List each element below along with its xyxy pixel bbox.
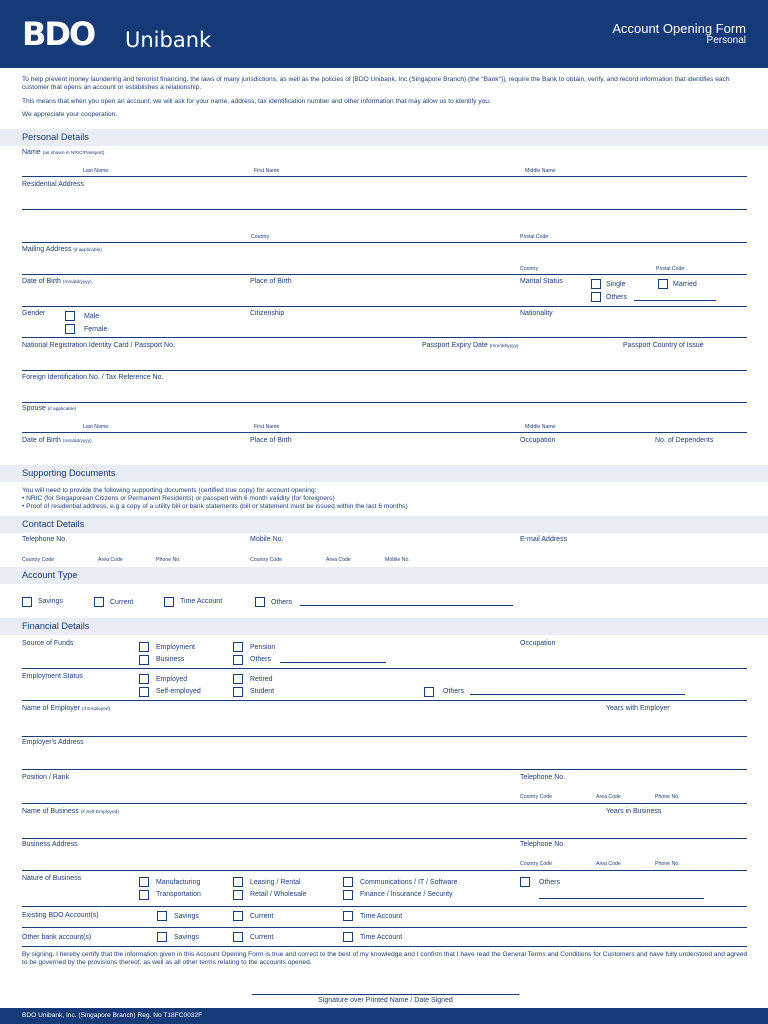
mailing-note: (if applicable) xyxy=(73,248,102,253)
bdo-logo: BDO xyxy=(22,15,95,53)
financial-occupation-label: Occupation xyxy=(520,640,556,647)
mailing-country-label: Country xyxy=(520,266,539,272)
student-label: Student xyxy=(250,688,275,695)
self-employed-label: Self-employed xyxy=(156,688,201,695)
pension-label: Pension xyxy=(250,644,276,651)
employer-name-text: Name of Employer xyxy=(22,705,80,712)
other-bank-line xyxy=(22,946,747,947)
account-others-field[interactable] xyxy=(300,605,513,606)
savings-label: Savings xyxy=(38,598,63,605)
employment-checkbox[interactable] xyxy=(139,642,149,652)
business-label: Business xyxy=(156,656,185,663)
employment-status-line[interactable] xyxy=(22,700,747,701)
foreign-id-line[interactable] xyxy=(22,402,747,403)
pension-checkbox[interactable] xyxy=(233,642,243,652)
tel-country-code-label: Country Code xyxy=(22,557,55,563)
spouse-dob-label xyxy=(22,436,92,446)
residential-address-label: Residential Address xyxy=(22,181,84,188)
residential-country-label: Country xyxy=(251,234,270,240)
status-others-checkbox[interactable] xyxy=(424,687,434,697)
manufacturing-label: Manufacturing xyxy=(156,879,201,886)
section-personal-details xyxy=(0,129,768,146)
existing-time-checkbox[interactable] xyxy=(343,911,353,921)
position-label: Position / Rank xyxy=(22,774,70,781)
name-field-line[interactable] xyxy=(22,176,747,177)
intro-paragraph-3: We appreciate your cooperation. xyxy=(22,111,118,118)
existing-bdo-label: Existing BDO Account(s) xyxy=(22,912,99,919)
unibank-logo-text: Unibank xyxy=(125,28,212,52)
retail-label: Retail / Wholesale xyxy=(250,891,307,898)
business-name-line[interactable] xyxy=(22,838,747,839)
marital-status-label: Marital Status xyxy=(520,278,563,285)
mailing-address-line[interactable] xyxy=(22,274,747,275)
mailing-address-label xyxy=(22,245,102,255)
business-address-label: Business Address xyxy=(22,841,78,848)
dob-line[interactable] xyxy=(22,306,747,307)
spouse-dob-text: Date of Birth xyxy=(22,437,61,444)
last-name-label: Last Name xyxy=(83,168,109,174)
transportation-checkbox[interactable] xyxy=(139,890,149,900)
existing-current-checkbox[interactable] xyxy=(233,911,243,921)
passport-expiry-text: Passport Expiry Date xyxy=(422,342,488,349)
mailing-address-text: Mailing Address xyxy=(22,246,72,253)
female-checkbox[interactable] xyxy=(65,324,75,334)
name-label xyxy=(22,148,105,158)
transportation-label: Transportation xyxy=(156,891,201,898)
years-employer-label: Years with Employer xyxy=(606,705,670,712)
intro-paragraph-1: To help prevent money laundering and terrorist financing, the laws of many jurisdictions, as well as the policies of [BDO Unibank, Inc (Singapore Branch) (the "Bank")], require the Bank to obtain, verify, and record information that identifies each customer that opens an account or establishes a relationship. xyxy=(22,76,730,92)
existing-savings-label: Savings xyxy=(174,913,199,920)
female-label: Female xyxy=(84,326,108,333)
other-time-label: Time Account xyxy=(360,934,403,941)
business-checkbox[interactable] xyxy=(139,655,149,665)
dob-text: Date of Birth xyxy=(22,278,61,285)
funds-others-field[interactable] xyxy=(280,662,386,663)
married-checkbox[interactable] xyxy=(658,279,668,289)
spouse-occupation-label: Occupation xyxy=(520,437,556,444)
marital-others-label: Others xyxy=(606,294,628,301)
business-telephone-label: Telephone No. xyxy=(520,841,566,848)
nature-of-business-label: Nature of Business xyxy=(22,875,82,882)
retired-checkbox[interactable] xyxy=(233,674,243,684)
employed-label: Employed xyxy=(156,676,188,683)
savings-checkbox[interactable] xyxy=(22,597,32,607)
other-current-checkbox[interactable] xyxy=(233,932,243,942)
gender-label: Gender xyxy=(22,310,46,317)
employer-name-line[interactable] xyxy=(22,736,747,737)
employment-status-label: Employment Status xyxy=(22,673,83,680)
tel-area-code-label: Area Code xyxy=(98,557,123,563)
emp-country-code-label: Country Code xyxy=(520,794,553,800)
single-label: Single xyxy=(606,281,626,288)
passport-expiry-note: (mm/dd/yyyy) xyxy=(489,344,519,349)
form-title: Account Opening Form xyxy=(612,21,746,36)
male-label: Male xyxy=(84,313,100,320)
intro-paragraph-2: This means that when you open an account, we will ask for your name, address, tax identification number and other information that may allow us to identify you. xyxy=(22,98,491,105)
nature-others-label: Others xyxy=(539,879,561,886)
residential-address-line[interactable] xyxy=(22,209,747,210)
spouse-first-name-label: First Name xyxy=(254,424,280,430)
section-title: Account Type xyxy=(22,570,78,580)
funds-others-checkbox[interactable] xyxy=(233,655,243,665)
gender-line[interactable] xyxy=(22,337,747,338)
signature-line[interactable] xyxy=(252,994,519,995)
passport-expiry-label xyxy=(422,341,519,351)
spouse-name-line[interactable] xyxy=(22,432,747,433)
section-title: Supporting Documents xyxy=(22,468,116,478)
supporting-bullet-2: • Proof of residential address, e.g a copy of a utility bill or bank statements (bill or statement must be issued within the last 6 months) xyxy=(22,503,408,510)
single-checkbox[interactable] xyxy=(591,279,601,289)
section-account-type xyxy=(0,567,768,584)
section-title: Contact Details xyxy=(22,519,85,529)
other-current-label: Current xyxy=(250,934,274,941)
existing-bdo-line xyxy=(22,927,747,928)
other-bank-label: Other bank account(s) xyxy=(22,934,92,941)
position-line[interactable] xyxy=(22,803,747,804)
status-others-label: Others xyxy=(443,688,465,695)
mob-area-code-label: Area Code xyxy=(326,557,351,563)
section-title: Personal Details xyxy=(22,132,89,142)
employer-address-label: Employer's Address xyxy=(22,739,84,746)
spouse-text: Spouse xyxy=(22,405,46,412)
spouse-last-name-label: Last Name xyxy=(83,424,109,430)
employment-label: Employment xyxy=(156,644,195,651)
communications-checkbox[interactable] xyxy=(343,877,353,887)
bus-phone-no-label: Phone No. xyxy=(655,861,680,867)
passport-country-label: Passport Country of Issue xyxy=(623,342,704,349)
marital-others-checkbox[interactable] xyxy=(591,292,601,302)
emp-phone-no-label: Phone No. xyxy=(655,794,680,800)
business-name-label xyxy=(22,807,119,817)
bus-country-code-label: Country Code xyxy=(520,861,553,867)
mobile-label: Mobile No. xyxy=(250,536,284,543)
other-savings-checkbox[interactable] xyxy=(157,932,167,942)
funds-others-label: Others xyxy=(250,656,272,663)
header-banner xyxy=(0,0,768,68)
source-of-funds-line[interactable] xyxy=(22,668,747,669)
citizenship-label: Citizenship xyxy=(250,310,285,317)
nationality-label: Nationality xyxy=(520,310,553,317)
residential-postal-label: Postal Code xyxy=(520,234,549,240)
time-account-checkbox[interactable] xyxy=(164,597,174,607)
nature-of-business-line[interactable] xyxy=(22,906,747,907)
account-others-checkbox[interactable] xyxy=(255,597,265,607)
bus-area-code-label: Area Code xyxy=(596,861,621,867)
employer-address-line[interactable] xyxy=(22,769,747,770)
mailing-postal-label: Postal Code xyxy=(656,266,685,272)
student-checkbox[interactable] xyxy=(233,687,243,697)
supporting-intro: You will need to provide the following supporting documents (certified true copy) for account opening: xyxy=(22,487,317,494)
residential-country-line[interactable] xyxy=(22,242,747,243)
section-supporting-documents xyxy=(0,465,768,482)
account-others-label: Others xyxy=(271,599,293,606)
business-name-text: Name of Business xyxy=(22,808,79,815)
name-label-text: Name xyxy=(22,149,41,156)
communications-label: Communications / IT / Software xyxy=(360,879,458,886)
foreign-id-label: Foreign Identification No. / Tax Reference No. xyxy=(22,374,164,381)
employed-checkbox[interactable] xyxy=(139,674,149,684)
other-savings-label: Savings xyxy=(174,934,199,941)
existing-time-label: Time Account xyxy=(360,913,403,920)
retired-label: Retired xyxy=(250,676,273,683)
emp-area-code-label: Area Code xyxy=(596,794,621,800)
existing-current-label: Current xyxy=(250,913,274,920)
section-financial-details xyxy=(0,618,768,635)
mob-country-code-label: Country Code xyxy=(250,557,283,563)
business-note: (if Self-Employed) xyxy=(80,810,119,815)
nric-label: National Registration Identity Card / Passport No. xyxy=(22,342,175,349)
business-address-line[interactable] xyxy=(22,870,747,871)
spouse-dob-note: (mm/dd/yyyy) xyxy=(62,439,92,444)
mob-mobile-no-label: Mobile No. xyxy=(385,557,410,563)
tel-phone-no-label: Phone No. xyxy=(156,557,181,563)
status-others-field[interactable] xyxy=(470,694,685,695)
finance-label: Finance / Insurance / Security xyxy=(360,891,453,898)
spouse-note: (if applicable) xyxy=(47,407,77,412)
years-business-label: Years in Business xyxy=(606,808,662,815)
supporting-bullet-1: • NRIC (for Singaporean Citizens or Permanent Residents) or passport with 6 month validity (for foreigners) xyxy=(22,495,335,502)
telephone-label: Telephone No. xyxy=(22,536,68,543)
dependents-label: No. of Dependents xyxy=(655,437,714,444)
dob-note: (mm/dd/yyyy) xyxy=(62,280,92,285)
section-contact-details xyxy=(0,516,768,533)
section-title: Financial Details xyxy=(22,621,90,631)
footer-bar xyxy=(0,1008,768,1024)
nature-others-field[interactable] xyxy=(539,898,704,899)
leasing-label: Leasing / Rental xyxy=(250,879,301,886)
leasing-checkbox[interactable] xyxy=(233,877,243,887)
employer-note: (if Employed) xyxy=(81,707,111,712)
retail-checkbox[interactable] xyxy=(233,890,243,900)
existing-savings-checkbox[interactable] xyxy=(157,911,167,921)
dob-label xyxy=(22,277,92,287)
signature-label: Signature over Printed Name / Date Signed xyxy=(318,997,453,1004)
middle-name-label: Middle Name xyxy=(525,168,556,174)
manufacturing-checkbox[interactable] xyxy=(139,877,149,887)
name-note: (as shown in NRIC/Passport) xyxy=(42,151,105,156)
marital-others-field[interactable] xyxy=(634,300,716,301)
male-checkbox[interactable] xyxy=(65,311,75,321)
email-label: E-mail Address xyxy=(520,536,568,543)
declaration-text: By signing, I hereby certify that the information given in this Account Opening Form is true and correct to the best of my knowledge and I confirm that I have read the General Terms and Conditions for Customers and have fully understood and agreed to be governed by the provisions thereof, as well as all other terms relating to the accounts opened. xyxy=(22,951,748,967)
employer-telephone-label: Telephone No. xyxy=(520,774,566,781)
other-time-checkbox[interactable] xyxy=(343,932,353,942)
source-of-funds-label: Source of Funds xyxy=(22,640,74,647)
first-name-label: First Name xyxy=(254,168,280,174)
self-employed-checkbox[interactable] xyxy=(139,687,149,697)
nric-line[interactable] xyxy=(22,370,747,371)
current-label: Current xyxy=(110,599,134,606)
spouse-pob-label: Place of Birth xyxy=(250,437,292,444)
current-checkbox[interactable] xyxy=(94,597,104,607)
spouse-label xyxy=(22,404,76,414)
employer-name-label xyxy=(22,704,110,714)
footer-registration: BDO Unibank, Inc. (Singapore Branch) Reg. No T18FC0032F xyxy=(22,1012,203,1019)
spouse-middle-name-label: Middle Name xyxy=(525,424,556,430)
married-label: Married xyxy=(673,281,697,288)
finance-checkbox[interactable] xyxy=(343,890,353,900)
time-account-label: Time Account xyxy=(180,598,223,605)
pob-label: Place of Birth xyxy=(250,278,292,285)
nature-others-checkbox[interactable] xyxy=(520,877,530,887)
form-subtitle: Personal xyxy=(706,35,746,46)
